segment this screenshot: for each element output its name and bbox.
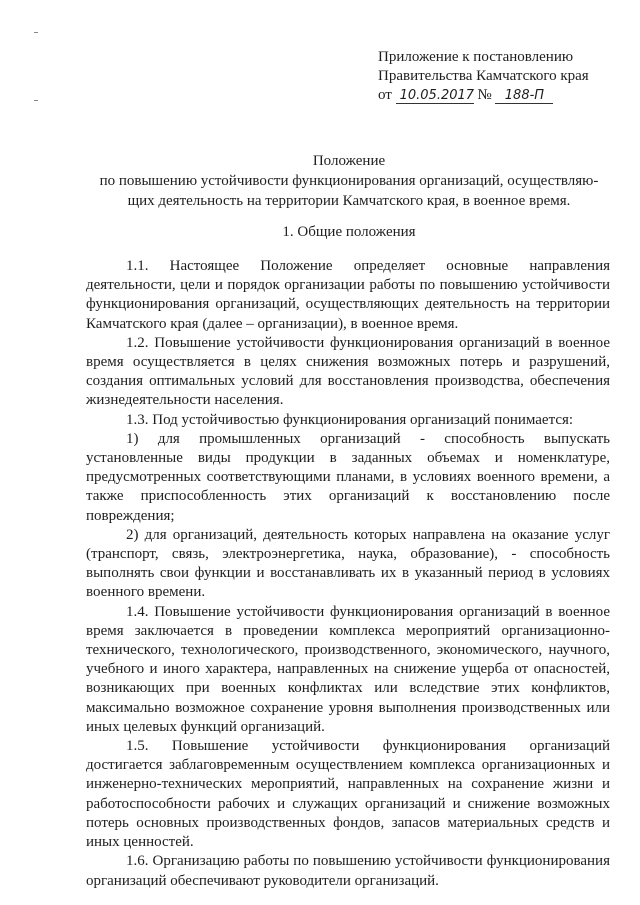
paragraph-1-5: 1.5. Повышение устойчивости функционирования организаций достигается заблаговременным осуществлением комплекса организационных и инженерно-технических мероприятий, направленных на сохранение жизни и работоспособности рабочих и служащих организаций и снижение возможных потерь основных производственных фондов, запасов материальных средств и иных ценностей. bbox=[86, 738, 610, 851]
decree-number: 188-П bbox=[495, 89, 553, 104]
header-line-2: Правительства Камчатского края bbox=[378, 68, 589, 84]
paragraph-1-3-item-1: 1) для промышленных организаций - способность выпускать установленные виды продукции в заданных объемах и номенклатуре, предусмотренных соответствующими планами, в условиях военного времени, а также приспособленность этих организаций к восстановлению после повреждения; bbox=[86, 430, 610, 524]
header-line-1: Приложение к постановлению bbox=[378, 49, 574, 65]
document-title bbox=[86, 151, 612, 211]
header-line-3 bbox=[378, 86, 618, 105]
scan-mark bbox=[34, 100, 38, 101]
section-heading: 1. Общие положения bbox=[282, 224, 416, 240]
paragraph-1-3: 1.3. Под устойчивостью функционирования организаций понимается: bbox=[126, 411, 574, 428]
title-line-3: щих деятельность на территории Камчатского края, в военное время. bbox=[127, 193, 571, 209]
paragraph-1-2: 1.2. Повышение устойчивости функционирования организаций в военное время осуществляется в целях снижения возможных потерь и разрушений, создания оптимальных условий для восстановления производства, обеспечения жизнедеятельности населения. bbox=[86, 334, 610, 409]
paragraph-1-3-item-2: 2) для организаций, деятельность которых направлена на оказание услуг (транспорт, связь, электроэнергетика, наука, образование), - способность выполнять свои функции и восстанавливать их в указанный период в условиях военного времени. bbox=[86, 526, 610, 601]
paragraph-1-4: 1.4. Повышение устойчивости функционирования организаций в военное время заключается в проведении комплекса мероприятий организационно-технического, технологического, производственного, экономического, научного, учебного и иного характера, направленных на снижение ущерба от опасностей, возникающих при военных конфликтах или вследствие этих конфликтов, максимально возможное сохранение уровня выполнения производственных или иных целевых функций организаций. bbox=[86, 603, 610, 735]
number-sign: № bbox=[477, 87, 492, 103]
document-body bbox=[86, 257, 610, 891]
header-from-label: от bbox=[378, 87, 392, 103]
paragraph-1-1: 1.1. Настоящее Положение определяет основные направления деятельности, цели и порядок организации работы по повышению устойчивости функционирования организаций, осуществляющих деятельность на территории Камчатского края (далее – организации), в военное время. bbox=[86, 258, 610, 332]
title-line-1: Положение bbox=[312, 153, 386, 169]
appendix-header bbox=[378, 48, 618, 105]
decree-date: 10.05.2017 bbox=[396, 89, 474, 104]
paragraph-1-6: 1.6. Организацию работы по повышению устойчивости функционирования организаций обеспечивают руководители организаций. bbox=[86, 853, 610, 889]
scan-mark bbox=[34, 32, 38, 33]
title-line-2: по повышению устойчивости функционирования организаций, осуществляю- bbox=[99, 173, 599, 189]
